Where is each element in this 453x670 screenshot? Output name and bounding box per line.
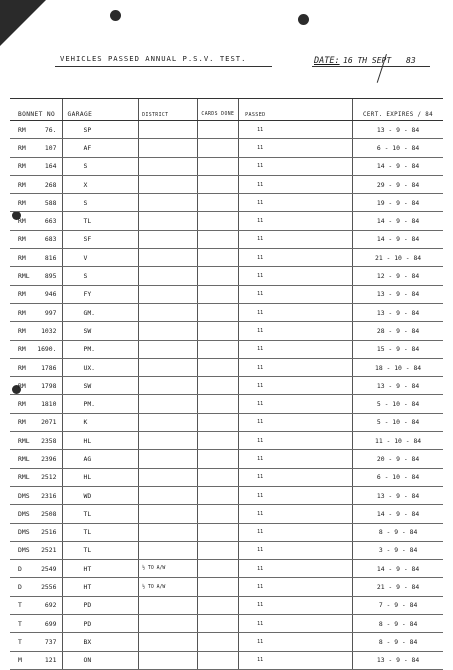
bonnet-prefix: M	[10, 651, 36, 669]
cert-expiry-date: 13 - 9 - 84	[353, 377, 443, 395]
table-row	[10, 523, 443, 541]
cards-done-cell	[197, 285, 238, 303]
bonnet-prefix: RM	[10, 230, 36, 248]
bonnet-number: 2396	[36, 450, 62, 468]
district-note	[139, 249, 198, 267]
table-row	[10, 230, 443, 248]
district-note	[139, 157, 198, 175]
table-row	[10, 157, 443, 175]
cards-done-cell	[197, 432, 238, 450]
bonnet-prefix: RML	[10, 267, 36, 285]
bonnet-prefix: RML	[10, 450, 36, 468]
district-note	[139, 450, 198, 468]
cards-done-cell	[197, 175, 238, 193]
passed-mark: 11	[239, 340, 353, 358]
garage-code: PM.	[63, 395, 139, 413]
district-note	[139, 175, 198, 193]
passed-mark: 11	[239, 377, 353, 395]
garage-code: TL	[63, 212, 139, 230]
cards-done-cell	[197, 139, 238, 157]
garage-code: AF	[63, 139, 139, 157]
cert-expiry-date: 5 - 10 - 84	[353, 413, 443, 431]
district-note	[139, 267, 198, 285]
header-bonnet-no: BONNET NO	[10, 99, 63, 121]
garage-code: PM.	[63, 340, 139, 358]
cards-done-cell	[197, 267, 238, 285]
district-note	[139, 486, 198, 504]
cert-expiry-date: 18 - 10 - 84	[353, 358, 443, 376]
passed-mark: 11	[239, 413, 353, 431]
garage-code: HL	[63, 432, 139, 450]
bonnet-prefix: RM	[10, 395, 36, 413]
bonnet-prefix: RM	[10, 377, 36, 395]
passed-mark: 11	[239, 303, 353, 321]
district-note	[139, 413, 198, 431]
passed-mark: 11	[239, 175, 353, 193]
passed-mark: 11	[239, 596, 353, 614]
table-row	[10, 340, 443, 358]
bonnet-prefix: RM	[10, 157, 36, 175]
vehicles-table	[10, 99, 443, 670]
date-year: 83	[406, 56, 416, 65]
bonnet-number: 268	[36, 175, 62, 193]
passed-mark: 11	[239, 358, 353, 376]
table-row	[10, 413, 443, 431]
bonnet-number: 683	[36, 230, 62, 248]
table-row	[10, 432, 443, 450]
bonnet-prefix: DMS	[10, 541, 36, 559]
date-underline	[312, 66, 430, 67]
garage-code: BX	[63, 633, 139, 651]
table-body	[10, 121, 443, 670]
cert-expiry-date: 13 - 9 - 84	[353, 285, 443, 303]
header-district: DISTRICT	[139, 99, 198, 121]
bonnet-prefix: RM	[10, 303, 36, 321]
bonnet-number: 2521	[36, 541, 62, 559]
garage-code: TL	[63, 505, 139, 523]
bonnet-number: 895	[36, 267, 62, 285]
bonnet-prefix: T	[10, 615, 36, 633]
cards-done-cell	[197, 413, 238, 431]
garage-code: PD	[63, 596, 139, 614]
district-note	[139, 523, 198, 541]
district-note: ½ TO A/W	[139, 560, 198, 578]
bonnet-number: 2549	[36, 560, 62, 578]
bonnet-prefix: T	[10, 596, 36, 614]
cards-done-cell	[197, 358, 238, 376]
bonnet-number: 107	[36, 139, 62, 157]
bonnet-prefix: D	[10, 560, 36, 578]
cert-expiry-date: 21 - 9 - 84	[353, 578, 443, 596]
garage-code: AG	[63, 450, 139, 468]
garage-code: SP	[63, 121, 139, 139]
cards-done-cell	[197, 377, 238, 395]
passed-mark: 11	[239, 486, 353, 504]
bonnet-number: 1690.	[36, 340, 62, 358]
cert-expiry-date: 13 - 9 - 84	[353, 121, 443, 139]
district-note	[139, 541, 198, 559]
cert-expiry-date: 14 - 9 - 84	[353, 230, 443, 248]
passed-mark: 11	[239, 285, 353, 303]
cert-expiry-date: 11 - 10 - 84	[353, 432, 443, 450]
title-underline	[55, 66, 272, 67]
cards-done-cell	[197, 486, 238, 504]
bonnet-number: 1810	[36, 395, 62, 413]
garage-code: SF	[63, 230, 139, 248]
district-note	[139, 596, 198, 614]
cert-expiry-date: 14 - 9 - 84	[353, 560, 443, 578]
district-note	[139, 615, 198, 633]
cards-done-cell	[197, 596, 238, 614]
cards-done-cell	[197, 651, 238, 669]
bonnet-number: 816	[36, 249, 62, 267]
garage-code: GM.	[63, 303, 139, 321]
cards-done-cell	[197, 249, 238, 267]
cards-done-cell	[197, 541, 238, 559]
table-row	[10, 450, 443, 468]
bonnet-prefix: RM	[10, 285, 36, 303]
bonnet-number: 2512	[36, 468, 62, 486]
cert-expiry-date: 7 - 9 - 84	[353, 596, 443, 614]
header-passed: PASSED	[239, 99, 353, 121]
garage-code: HT	[63, 578, 139, 596]
bonnet-number: 76.	[36, 121, 62, 139]
document-title: VEHICLES PASSED ANNUAL P.S.V. TEST.	[60, 54, 247, 63]
cert-expiry-date: 13 - 9 - 84	[353, 651, 443, 669]
table-row	[10, 541, 443, 559]
garage-code: X	[63, 175, 139, 193]
garage-code: SW	[63, 322, 139, 340]
district-note	[139, 358, 198, 376]
bonnet-number: 2071	[36, 413, 62, 431]
bonnet-prefix: RM	[10, 322, 36, 340]
garage-code: UX.	[63, 358, 139, 376]
table-header-row	[10, 99, 443, 121]
table-row	[10, 505, 443, 523]
table-row	[10, 322, 443, 340]
bonnet-prefix: RM	[10, 139, 36, 157]
garage-code: ON	[63, 651, 139, 669]
bonnet-number: 588	[36, 194, 62, 212]
bonnet-prefix: RM	[10, 175, 36, 193]
cert-expiry-date: 8 - 9 - 84	[353, 523, 443, 541]
bonnet-prefix: RM	[10, 413, 36, 431]
district-note	[139, 139, 198, 157]
cert-expiry-date: 21 - 10 - 84	[353, 249, 443, 267]
passed-mark: 11	[239, 267, 353, 285]
bonnet-prefix: DMS	[10, 505, 36, 523]
district-note	[139, 303, 198, 321]
passed-mark: 11	[239, 468, 353, 486]
bonnet-number: 946	[36, 285, 62, 303]
cert-expiry-date: 28 - 9 - 84	[353, 322, 443, 340]
cards-done-cell	[197, 395, 238, 413]
garage-code: S	[63, 194, 139, 212]
garage-code: FY	[63, 285, 139, 303]
cert-expiry-date: 13 - 9 - 84	[353, 486, 443, 504]
bonnet-prefix: RM	[10, 121, 36, 139]
bonnet-number: 1798	[36, 377, 62, 395]
district-note: ½ TO A/W	[139, 578, 198, 596]
table-row	[10, 285, 443, 303]
table-row	[10, 249, 443, 267]
cert-expiry-date: 15 - 9 - 84	[353, 340, 443, 358]
cert-expiry-date: 3 - 9 - 84	[353, 541, 443, 559]
table-row	[10, 468, 443, 486]
cert-expiry-date: 20 - 9 - 84	[353, 450, 443, 468]
passed-mark: 11	[239, 523, 353, 541]
garage-code: PD	[63, 615, 139, 633]
bonnet-number: 1786	[36, 358, 62, 376]
table-row	[10, 267, 443, 285]
district-note	[139, 633, 198, 651]
bonnet-number: 997	[36, 303, 62, 321]
passed-mark: 11	[239, 395, 353, 413]
bonnet-number: 2556	[36, 578, 62, 596]
folded-corner	[0, 0, 46, 46]
passed-mark: 11	[239, 505, 353, 523]
table-row	[10, 395, 443, 413]
table-row	[10, 615, 443, 633]
cert-expiry-date: 6 - 10 - 84	[353, 468, 443, 486]
garage-code: K	[63, 413, 139, 431]
table-row	[10, 578, 443, 596]
passed-mark: 11	[239, 157, 353, 175]
bonnet-number: 164	[36, 157, 62, 175]
bonnet-number: 2516	[36, 523, 62, 541]
passed-mark: 11	[239, 560, 353, 578]
cert-expiry-date: 5 - 10 - 84	[353, 395, 443, 413]
cert-expiry-date: 8 - 9 - 84	[353, 633, 443, 651]
table-row	[10, 212, 443, 230]
cards-done-cell	[197, 468, 238, 486]
district-note	[139, 194, 198, 212]
garage-code: TL	[63, 523, 139, 541]
passed-mark: 11	[239, 541, 353, 559]
bonnet-number: 737	[36, 633, 62, 651]
district-note	[139, 468, 198, 486]
cards-done-cell	[197, 194, 238, 212]
bonnet-prefix: DMS	[10, 523, 36, 541]
cert-expiry-date: 29 - 9 - 84	[353, 175, 443, 193]
cert-expiry-date: 14 - 9 - 84	[353, 212, 443, 230]
cards-done-cell	[197, 340, 238, 358]
passed-mark: 11	[239, 450, 353, 468]
district-note	[139, 505, 198, 523]
passed-mark: 11	[239, 322, 353, 340]
passed-mark: 11	[239, 194, 353, 212]
header-garage: GARAGE	[63, 99, 139, 121]
vehicles-table-container	[10, 98, 443, 665]
bonnet-number: 699	[36, 615, 62, 633]
table-row	[10, 303, 443, 321]
bonnet-number: 692	[36, 596, 62, 614]
cards-done-cell	[197, 157, 238, 175]
cards-done-cell	[197, 578, 238, 596]
garage-code: S	[63, 267, 139, 285]
passed-mark: 11	[239, 249, 353, 267]
bonnet-number: 663	[36, 212, 62, 230]
cards-done-cell	[197, 523, 238, 541]
garage-code: WD	[63, 486, 139, 504]
cards-done-cell	[197, 212, 238, 230]
cards-done-cell	[197, 121, 238, 139]
cert-expiry-date: 14 - 9 - 84	[353, 505, 443, 523]
punch-hole-left	[110, 10, 121, 21]
passed-mark: 11	[239, 139, 353, 157]
table-row	[10, 194, 443, 212]
punch-hole-right	[298, 14, 309, 25]
district-note	[139, 285, 198, 303]
bonnet-prefix: DMS	[10, 486, 36, 504]
passed-mark: 11	[239, 432, 353, 450]
date-value: 16 TH SEPT	[343, 56, 392, 65]
table-row	[10, 633, 443, 651]
district-note	[139, 395, 198, 413]
passed-mark: 11	[239, 633, 353, 651]
cards-done-cell	[197, 505, 238, 523]
bonnet-prefix: RM	[10, 249, 36, 267]
district-note	[139, 340, 198, 358]
district-note	[139, 121, 198, 139]
cards-done-cell	[197, 230, 238, 248]
table-row	[10, 139, 443, 157]
district-note	[139, 230, 198, 248]
district-note	[139, 322, 198, 340]
district-note	[139, 432, 198, 450]
bonnet-prefix: RML	[10, 468, 36, 486]
cards-done-cell	[197, 615, 238, 633]
bonnet-number: 2508	[36, 505, 62, 523]
passed-mark: 11	[239, 651, 353, 669]
table-row	[10, 560, 443, 578]
district-note	[139, 377, 198, 395]
bonnet-number: 2358	[36, 432, 62, 450]
table-row	[10, 651, 443, 669]
district-note	[139, 212, 198, 230]
garage-code: HL	[63, 468, 139, 486]
garage-code: SW	[63, 377, 139, 395]
passed-mark: 11	[239, 615, 353, 633]
bonnet-prefix: RM	[10, 194, 36, 212]
header-cert-expires: CERT. EXPIRES / 84	[353, 99, 443, 121]
cert-expiry-date: 14 - 9 - 84	[353, 157, 443, 175]
garage-code: S	[63, 157, 139, 175]
cards-done-cell	[197, 560, 238, 578]
table-row	[10, 377, 443, 395]
bonnet-number: 1032	[36, 322, 62, 340]
passed-mark: 11	[239, 578, 353, 596]
passed-mark: 11	[239, 212, 353, 230]
table-row	[10, 358, 443, 376]
bonnet-number: 121	[36, 651, 62, 669]
cert-expiry-date: 12 - 9 - 84	[353, 267, 443, 285]
table-row	[10, 486, 443, 504]
passed-mark: 11	[239, 121, 353, 139]
cards-done-cell	[197, 303, 238, 321]
district-note	[139, 651, 198, 669]
cert-expiry-date: 19 - 9 - 84	[353, 194, 443, 212]
garage-code: TL	[63, 541, 139, 559]
table-row	[10, 596, 443, 614]
cards-done-cell	[197, 450, 238, 468]
bonnet-prefix: RM	[10, 212, 36, 230]
bonnet-prefix: RM	[10, 340, 36, 358]
cert-expiry-date: 8 - 9 - 84	[353, 615, 443, 633]
bonnet-prefix: RML	[10, 432, 36, 450]
bonnet-number: 2316	[36, 486, 62, 504]
date-label: DATE:	[314, 56, 340, 66]
passed-mark: 11	[239, 230, 353, 248]
header-cards-done: CARDS DONE	[197, 99, 238, 121]
bonnet-prefix: RM	[10, 358, 36, 376]
garage-code: HT	[63, 560, 139, 578]
cert-expiry-date: 6 - 10 - 84	[353, 139, 443, 157]
garage-code: V	[63, 249, 139, 267]
cards-done-cell	[197, 322, 238, 340]
table-row	[10, 121, 443, 139]
bonnet-prefix: D	[10, 578, 36, 596]
cards-done-cell	[197, 633, 238, 651]
cert-expiry-date: 13 - 9 - 84	[353, 303, 443, 321]
bonnet-prefix: T	[10, 633, 36, 651]
table-row	[10, 175, 443, 193]
